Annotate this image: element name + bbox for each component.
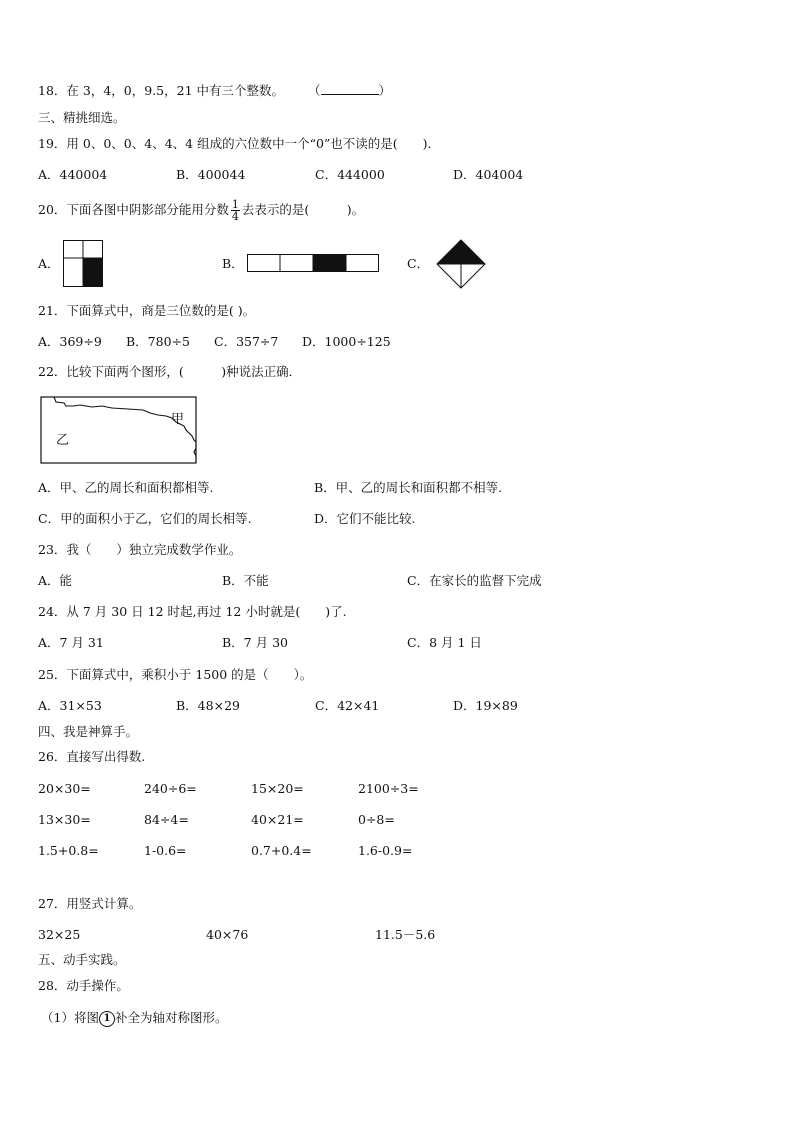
q26-item: 0÷8= (358, 812, 395, 827)
q24-option-b[interactable]: B．7 月 30 (222, 635, 288, 650)
q21-option-c[interactable]: C．357÷7 (214, 334, 279, 349)
q22-figure-jagged-divider (54, 397, 196, 462)
section-5-heading: 五、动手实践。 (38, 952, 126, 967)
q22-option-c[interactable]: C．甲的面积小于乙，它们的周长相等. (38, 511, 252, 526)
q21-option-b[interactable]: B．780÷5 (126, 334, 190, 349)
q18-answer-blank[interactable] (321, 83, 379, 95)
q22-option-d[interactable]: D．它们不能比较. (314, 511, 416, 526)
q20-figure-c[interactable] (436, 239, 486, 289)
q26-item: 2100÷3= (358, 781, 419, 796)
q25-option-b[interactable]: B．48×29 (176, 698, 240, 713)
q28-sub1-text-after: 补全为轴对称图形。 (114, 1010, 228, 1025)
circled-number-1: 1 (99, 1011, 115, 1027)
q26-item: 40×21= (251, 812, 304, 827)
question-24: 24．从 7 月 30 日 12 时起,再过 12 小时就是( )了. (38, 604, 347, 619)
q18-text: 在 3，4，0，9.5，21 中有三个整数。 (66, 83, 284, 98)
q20-figure-a[interactable] (63, 240, 103, 287)
q27-item: 32×25 (38, 927, 81, 942)
question-26: 26．直接写出得数. (38, 749, 146, 764)
q23-option-c[interactable]: C．在家长的监督下完成 (407, 573, 542, 588)
question-23: 23．我（ ）独立完成数学作业。 (38, 542, 242, 557)
q25-option-c[interactable]: C．42×41 (315, 698, 380, 713)
question-20 (38, 196, 364, 224)
q21-option-d[interactable]: D．1000÷125 (302, 334, 391, 349)
q26-item: 1-0.6= (144, 843, 187, 858)
q19-option-a[interactable]: A．440004 (38, 167, 108, 182)
q20-fraction-denominator: 4 (231, 210, 239, 223)
q20-option-a-label[interactable]: A． (38, 256, 60, 271)
q26-item: 1.5+0.8= (38, 843, 99, 858)
figure-a-shaded-part (83, 258, 103, 287)
q18-paren-open: （ (308, 83, 321, 98)
question-22: 22．比较下面两个图形，( )种说法正确． (38, 364, 302, 379)
figure-c-shaded-part (437, 240, 485, 264)
q23-option-b[interactable]: B．不能 (222, 573, 269, 588)
q28-subquestion-1 (41, 1010, 227, 1027)
q21-option-a[interactable]: A．369÷9 (38, 334, 102, 349)
q19-option-b[interactable]: B．400044 (176, 167, 246, 182)
q19-option-c[interactable]: C．444000 (315, 167, 385, 182)
q22-label-jia: 甲 (171, 412, 185, 427)
q20-text-before: 20．下面各图中阴影部分能用分数 (38, 202, 229, 217)
q26-item: 0.7+0.4= (251, 843, 312, 858)
q20-fraction (231, 199, 240, 222)
q26-item: 84÷4= (144, 812, 189, 827)
q22-figure (40, 396, 197, 464)
q24-option-a[interactable]: A．7 月 31 (38, 635, 104, 650)
q25-option-d[interactable]: D．19×89 (453, 698, 518, 713)
q23-option-a[interactable]: A．能 (38, 573, 73, 588)
q22-label-yi: 乙 (56, 433, 70, 448)
q26-item: 240÷6= (144, 781, 197, 796)
q26-item: 13×30= (38, 812, 91, 827)
q22-figure-border (41, 397, 196, 463)
q20-fraction-numerator: 1 (231, 198, 239, 211)
q28-sub1-text-before: （1）将图 (41, 1010, 99, 1025)
figure-b-shaded-part (313, 255, 346, 272)
q26-item: 20×30= (38, 781, 91, 796)
q26-item: 15×20= (251, 781, 304, 796)
q18-number: 18． (38, 83, 67, 98)
section-3-heading: 三、精挑细选。 (38, 110, 126, 125)
q26-item: 1.6-0.9= (358, 843, 413, 858)
q20-text-after: 去表示的是( )。 (241, 202, 365, 217)
q24-option-c[interactable]: C．8 月 1 日 (407, 635, 482, 650)
question-28: 28．动手操作。 (38, 978, 129, 993)
question-27: 27．用竖式计算。 (38, 896, 142, 911)
q27-item: 40×76 (206, 927, 249, 942)
q20-figure-b[interactable] (247, 254, 379, 272)
question-21: 21．下面算式中，商是三位数的是( )。 (38, 303, 256, 318)
q19-option-d[interactable]: D．404004 (453, 167, 524, 182)
question-19: 19．用 0、0、0、4、4、4 组成的六位数中一个“0”也不读的是( )． (38, 136, 441, 151)
section-4-heading: 四、我是神算手。 (38, 724, 139, 739)
q25-option-a[interactable]: A．31×53 (38, 698, 102, 713)
q20-option-c-label[interactable]: C． (407, 256, 430, 271)
q20-option-b-label[interactable]: B． (222, 256, 244, 271)
q22-option-a[interactable]: A．甲、乙的周长和面积都相等. (38, 480, 214, 495)
question-18 (38, 83, 391, 99)
q18-paren-close: ） (378, 83, 392, 98)
q22-option-b[interactable]: B．甲、乙的周长和面积都不相等. (314, 480, 503, 495)
question-25: 25．下面算式中，乘积小于 1500 的是（ ）。 (38, 667, 313, 682)
q27-item: 11.5－5.6 (375, 927, 436, 942)
